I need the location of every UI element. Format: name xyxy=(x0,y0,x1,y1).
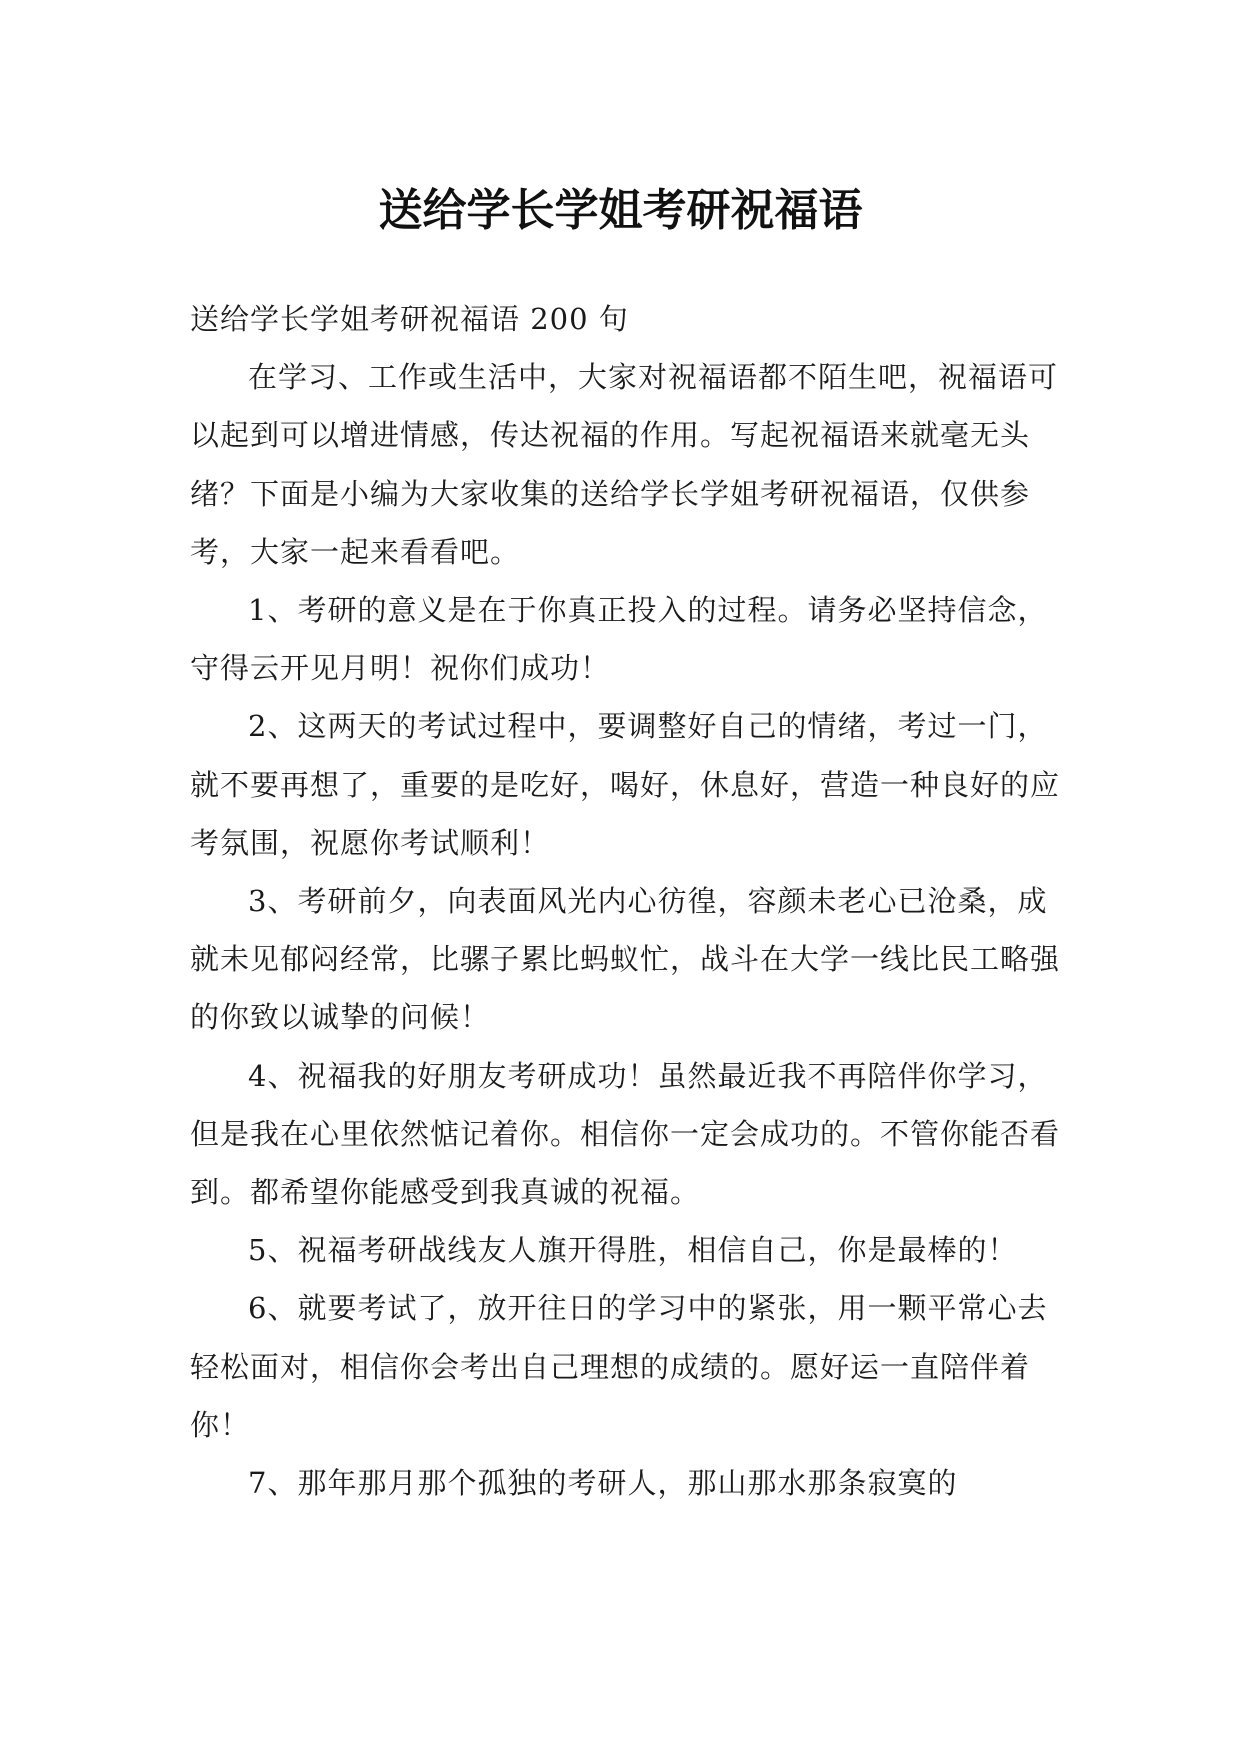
wish-paragraph-3: 3、考研前夕，向表面风光内心彷徨，容颜未老心已沧桑，成就未见郁闷经常，比骡子累比蚂蚁忙，战斗在大学一线比民工略强的你致以诚挚的问候！ xyxy=(190,884,1061,1035)
page-title: 送给学长学姐考研祝福语 xyxy=(378,185,863,237)
wish-paragraph-1: 1、考研的意义是在于你真正投入的过程。请务必坚持信念，守得云开见月明！祝你们成功！ xyxy=(190,593,1048,686)
wish-paragraph-6: 6、就要考试了，放开往日的学习中的紧张，用一颗平常心去轻松面对，相信你会考出自己理想的成绩的。愿好运一直陪伴着你！ xyxy=(190,1291,1048,1442)
document-subtitle: 送给学长学姐考研祝福语 200 句 xyxy=(190,302,629,336)
wish-paragraph-7: 7、那年那月那个孤独的考研人，那山那水那条寂寞的 xyxy=(248,1466,958,1501)
intro-paragraph: 在学习、工作或生活中，大家对祝福语都不陌生吧，祝福语可以起到可以增进情感，传达祝福的作用。写起祝福语来就毫无头绪？下面是小编为大家收集的送给学长学姐考研祝福语，仅供参考，大家一起来看看吧。 xyxy=(190,360,1059,569)
wish-paragraph-2: 2、这两天的考试过程中，要调整好自己的情绪，考过一门，就不要再想了，重要的是吃好，喝好，休息好，营造一种良好的应考氛围，祝愿你考试顺利！ xyxy=(190,709,1061,860)
wish-paragraph-5: 5、祝福考研战线友人旗开得胜，相信自己，你是最棒的！ xyxy=(248,1233,1018,1268)
document-body xyxy=(190,290,1062,1512)
wish-paragraph-4: 4、祝福我的好朋友考研成功！虽然最近我不再陪伴你学习，但是我在心里依然惦记着你。相信你一定会成功的。不管你能否看到。都希望你能感受到我真诚的祝福。 xyxy=(190,1058,1061,1210)
